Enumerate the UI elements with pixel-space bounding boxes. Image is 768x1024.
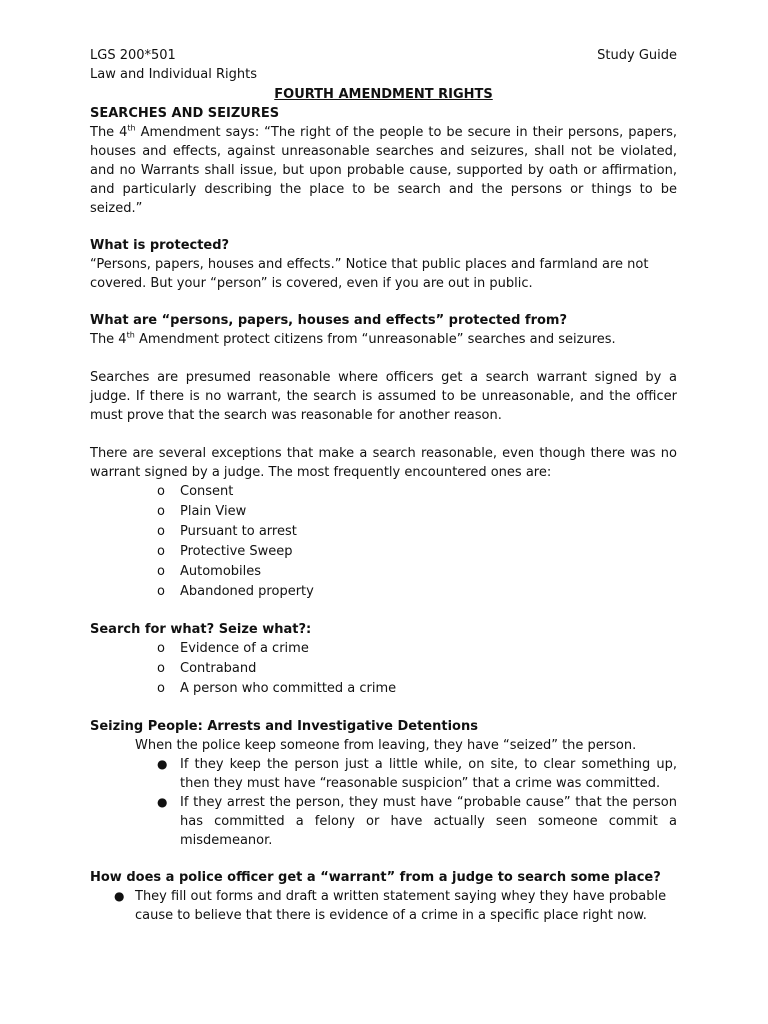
warrant-presumption-paragraph: Searches are presumed reasonable where officers get a search warrant signed by a judge. If there is no warrant, the search is assumed to be unreasonable, and the officer must prove that the search was reasonable for another reason.: [90, 370, 677, 423]
exceptions-list: [90, 482, 677, 602]
bullet-marker: o: [157, 584, 165, 599]
search-for-heading: Search for what? Seize what?:: [90, 622, 312, 637]
warrant-list: [90, 887, 677, 925]
list-item: [157, 659, 677, 679]
list-item: [157, 562, 677, 582]
list-item: [157, 482, 677, 502]
list-item: [157, 639, 677, 659]
searches-heading: SEARCHES AND SEIZURES: [90, 106, 280, 121]
protected-from-text: Amendment protect citizens from “unreasonable” searches and seizures.: [134, 332, 616, 347]
protected-from-superscript: th: [126, 330, 135, 340]
bullet-marker: o: [157, 564, 165, 579]
amendment-quote: [90, 123, 677, 218]
bullet-marker: o: [157, 544, 165, 559]
search-for-list: [90, 639, 677, 699]
course-name: Law and Individual Rights: [90, 67, 258, 82]
header-row: [90, 46, 677, 65]
list-item: [157, 582, 677, 602]
exceptions-intro-paragraph: There are several exceptions that make a search reasonable, even though there was no warrant signed by a judge. The most frequently encountered ones are:: [90, 446, 677, 480]
exception-label: Consent: [180, 484, 234, 499]
quote-superscript: th: [127, 123, 136, 133]
search-item-label: Evidence of a crime: [180, 641, 309, 656]
bullet-marker: o: [157, 681, 165, 696]
list-item: [157, 502, 677, 522]
list-item: [155, 793, 677, 850]
seizing-item-text: If they keep the person just a little while, on site, to clear something up, then they must have “reasonable suspicion” that a crime was committed.: [180, 757, 677, 791]
bullet-marker: o: [157, 524, 165, 539]
list-item: [157, 542, 677, 562]
list-item: [155, 755, 677, 793]
protected-from-prefix: The 4: [90, 332, 127, 347]
document-page: [90, 46, 677, 925]
bullet-marker: o: [157, 504, 165, 519]
warrant-heading: How does a police officer get a “warrant” from a judge to search some place?: [90, 870, 661, 885]
exception-label: Automobiles: [180, 564, 262, 579]
bullet-marker: ●: [157, 795, 168, 809]
seizing-intro: When the police keep someone from leaving, they have “seized” the person.: [135, 738, 637, 753]
document-type: Study Guide: [597, 48, 677, 63]
page-title: FOURTH AMENDMENT RIGHTS: [274, 87, 493, 102]
protected-from-heading: What are “persons, papers, houses and effects” protected from?: [90, 313, 567, 328]
exception-label: Protective Sweep: [180, 544, 293, 559]
exception-label: Abandoned property: [180, 584, 314, 599]
quote-text: Amendment says: “The right of the people to be secure in their persons, papers, houses and effects, against unreasonable searches and seizures, shall not be violated, and no Warrants shall issue, but upon probable cause, supported by oath or affirmation, and particularly describing the place to be search and the persons or things to be seized.”: [90, 125, 677, 216]
protected-from-line: [90, 330, 677, 349]
list-item: [157, 522, 677, 542]
search-item-label: Contraband: [180, 661, 257, 676]
bullet-marker: o: [157, 661, 165, 676]
warrant-item-text: They fill out forms and draft a written statement saying whey they have probable cause to believe that there is evidence of a crime in a specific place right now.: [135, 889, 667, 923]
bullet-marker: ●: [157, 757, 168, 771]
course-code: LGS 200*501: [90, 48, 176, 63]
list-item: [157, 679, 677, 699]
protected-text: “Persons, papers, houses and effects.” Notice that public places and farmland are not covered. But your “person” is covered, even if you are out in public.: [90, 257, 649, 291]
search-item-label: A person who committed a crime: [180, 681, 397, 696]
seizing-heading: Seizing People: Arrests and Investigative Detentions: [90, 719, 478, 734]
protected-heading: What is protected?: [90, 238, 230, 253]
bullet-marker: o: [157, 641, 165, 656]
seizing-item-text: If they arrest the person, they must have “probable cause” that the person has committed a felony or have actually seen someone commit a misdemeanor.: [180, 795, 677, 848]
exception-label: Pursuant to arrest: [180, 524, 297, 539]
exception-label: Plain View: [180, 504, 247, 519]
seizing-list: [90, 755, 677, 850]
bullet-marker: ●: [114, 889, 125, 903]
bullet-marker: o: [157, 484, 165, 499]
quote-prefix: The 4: [90, 125, 128, 140]
list-item: [110, 887, 677, 925]
